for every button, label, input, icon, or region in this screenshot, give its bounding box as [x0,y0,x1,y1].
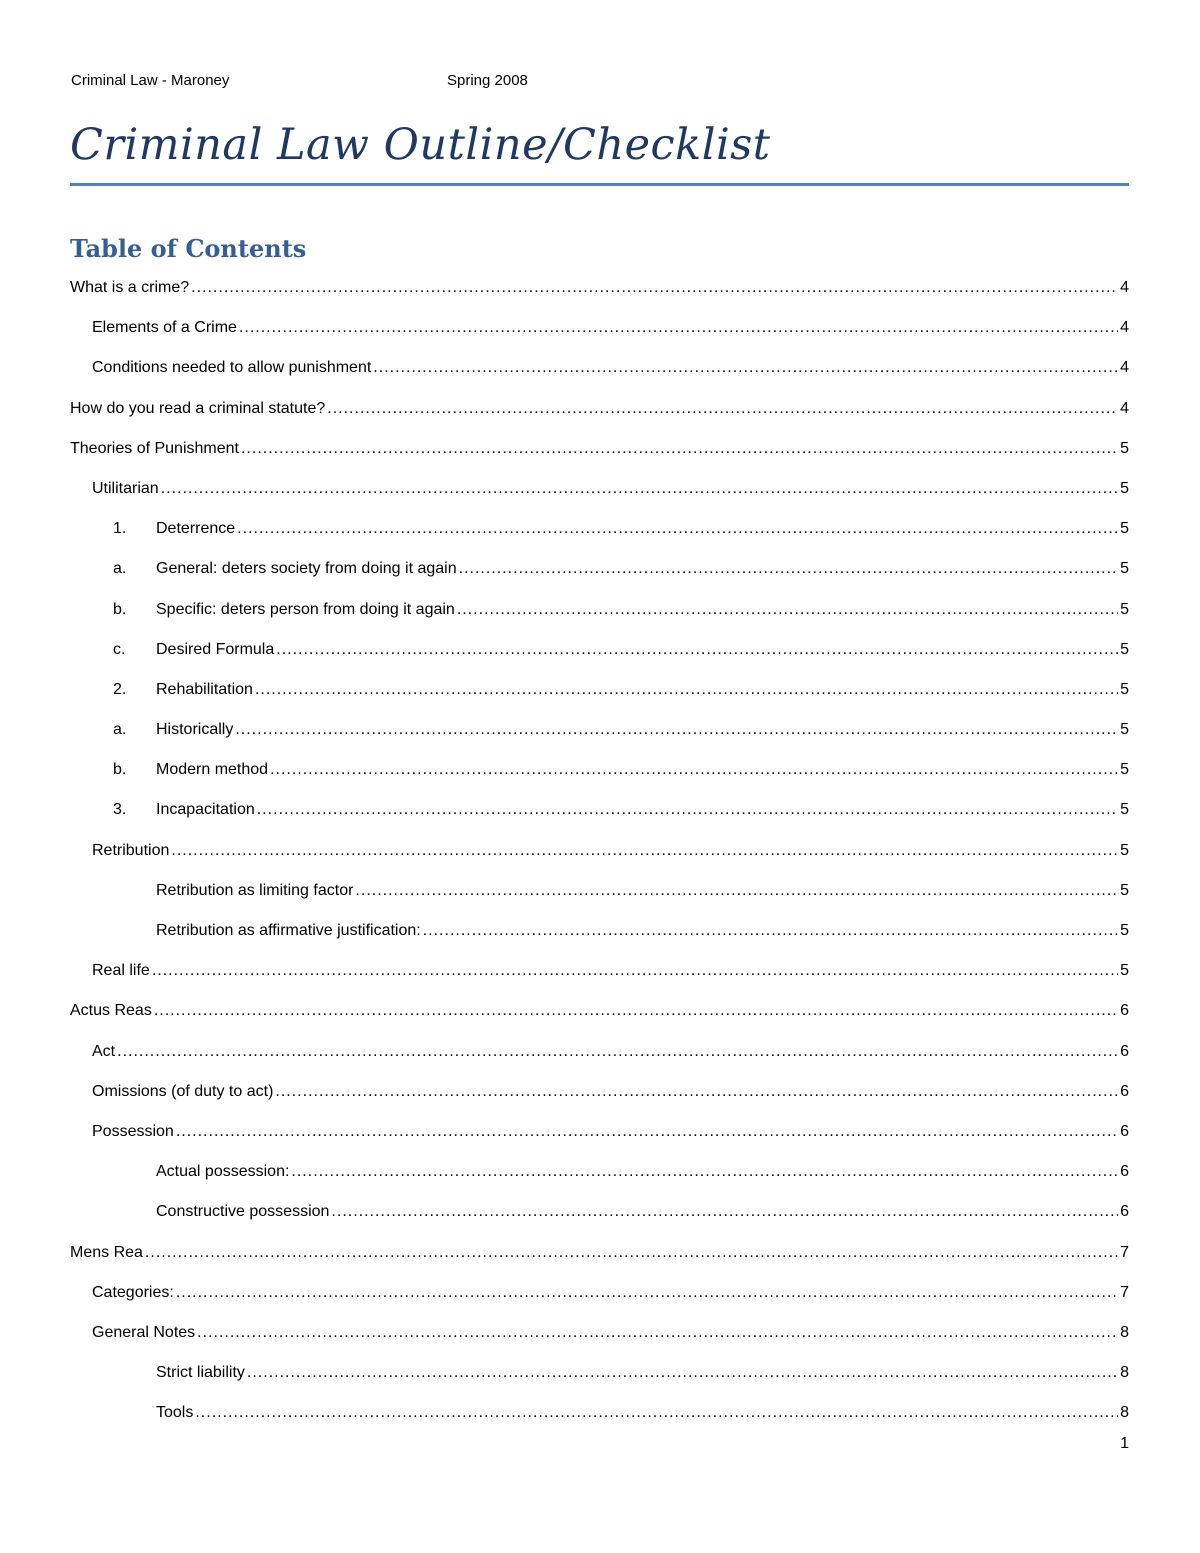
toc-entry-label: Omissions (of duty to act) [92,1082,274,1100]
toc-entry-page-number: 5 [1120,922,1129,939]
toc-dot-leader [237,509,1118,549]
toc-dot-leader [176,1112,1118,1152]
toc-entry[interactable] [70,1072,1129,1112]
toc-entry[interactable] [70,268,1129,308]
toc-entry-page-number: 7 [1120,1243,1129,1261]
toc-entry-label: Retribution [92,841,170,859]
toc-entry-page-number: 6 [1120,1082,1129,1100]
toc-entry-page-number: 5 [1120,962,1129,980]
toc-dot-leader [152,951,1118,991]
toc-entry-label: General Notes [92,1323,196,1341]
toc-dot-leader [275,1072,1118,1112]
toc-dot-leader [239,308,1118,348]
toc-entry-label: Actus Reas [70,1002,152,1020]
toc-entry-page-number: 8 [1120,1404,1129,1422]
toc-entry-page-number: 4 [1120,359,1129,377]
toc-entry[interactable] [70,1032,1129,1072]
toc-dot-leader [176,1273,1118,1313]
toc-entry-page-number: 5 [1120,560,1129,578]
toc-entry-label: Actual possession: [156,1163,290,1181]
toc-entry-label: Utilitarian [92,479,159,497]
toc-entry-label: How do you read a criminal statute? [70,399,326,417]
toc-entry[interactable] [70,549,1129,589]
toc-entry-label: Retribution as limiting factor [156,881,354,899]
toc-dot-leader [255,670,1118,710]
toc-entry-label: Theories of Punishment [70,439,239,457]
toc-entry-marker: c. [113,640,126,658]
toc-entry-label: Modern method [156,761,269,779]
toc-dot-leader [276,630,1118,670]
toc-entry[interactable] [70,429,1129,469]
toc-entry-page-number: 5 [1120,520,1129,538]
toc-entry-label: Specific: deters person from doing it again [156,600,455,618]
toc-dot-leader [241,429,1118,469]
page-number: 1 [1120,1435,1129,1452]
toc-entry-page-number: 8 [1120,1364,1129,1382]
toc-dot-leader [191,268,1118,308]
toc-entry-label: Possession [92,1122,174,1140]
document-title: Criminal Law Outline/Checklist [70,120,771,170]
toc-entry[interactable] [70,790,1129,830]
toc-dot-leader [423,911,1118,951]
toc-entry-page-number: 6 [1120,1002,1129,1020]
toc-entry-page-number: 5 [1120,761,1129,779]
toc-entry-page-number: 5 [1120,841,1129,859]
toc-entry-label: Constructive possession [156,1203,330,1221]
toc-dot-leader [154,991,1118,1031]
table-of-contents [70,268,1129,1433]
toc-entry-page-number: 5 [1120,801,1129,819]
toc-entry-label: Rehabilitation [156,680,253,698]
toc-dot-leader [117,1032,1118,1072]
toc-entry-page-number: 5 [1120,439,1129,457]
toc-entry-marker: b. [113,761,127,779]
toc-entry[interactable] [70,670,1129,710]
toc-entry-label: Real life [92,962,150,980]
toc-entry-page-number: 5 [1120,479,1129,497]
toc-dot-leader [291,1152,1118,1192]
toc-dot-leader [247,1353,1118,1393]
toc-entry[interactable] [70,991,1129,1031]
toc-entry-label: Desired Formula [156,640,275,658]
toc-entry[interactable] [70,750,1129,790]
toc-entry-label: Historically [156,721,234,739]
toc-entry[interactable] [70,348,1129,388]
toc-dot-leader [197,1313,1118,1353]
toc-entry-page-number: 6 [1120,1163,1129,1181]
toc-dot-leader [171,831,1118,871]
toc-entry-page-number: 5 [1120,680,1129,698]
toc-dot-leader [459,549,1118,589]
toc-entry-label: Retribution as affirmative justification: [156,922,421,939]
toc-entry-label: Elements of a Crime [92,319,237,337]
toc-entry-page-number: 4 [1120,399,1129,417]
toc-entry[interactable] [70,469,1129,509]
toc-dot-leader [145,1233,1118,1273]
toc-entry[interactable] [70,1313,1129,1353]
toc-entry-label: Mens Rea [70,1243,143,1261]
toc-entry[interactable] [70,710,1129,750]
toc-entry[interactable] [70,509,1129,549]
toc-entry-marker: b. [113,600,127,618]
toc-entry[interactable] [70,308,1129,348]
toc-entry-page-number: 4 [1120,279,1129,296]
toc-dot-leader [331,1192,1118,1232]
header-course-title: Criminal Law - Maroney [71,72,230,89]
toc-dot-leader [257,790,1118,830]
toc-entry-label: Strict liability [156,1364,245,1382]
toc-entry[interactable] [70,911,1129,951]
toc-entry-label: What is a crime? [70,279,190,296]
toc-entry-page-number: 5 [1120,721,1129,739]
toc-entry-label: Categories: [92,1283,174,1301]
toc-entry-marker: a. [113,560,127,578]
toc-entry-marker: 1. [113,520,127,538]
toc-entry[interactable] [70,951,1129,991]
toc-entry[interactable] [70,1192,1129,1232]
toc-dot-leader [161,469,1118,509]
toc-heading: Table of Contents [70,234,307,263]
toc-entry[interactable] [70,1393,1129,1433]
toc-dot-leader [270,750,1118,790]
toc-entry[interactable] [70,630,1129,670]
toc-entry[interactable] [70,1273,1129,1313]
toc-dot-leader [355,871,1118,911]
toc-entry[interactable] [70,389,1129,429]
toc-entry[interactable] [70,1112,1129,1152]
toc-dot-leader [373,348,1118,388]
toc-entry-label: Deterrence [156,520,236,538]
toc-entry-page-number: 5 [1120,640,1129,658]
toc-entry-page-number: 5 [1120,881,1129,899]
toc-entry-marker: 3. [113,801,127,819]
toc-entry[interactable] [70,1233,1129,1273]
toc-entry-marker: a. [113,721,127,739]
toc-dot-leader [457,590,1118,630]
toc-entry[interactable] [70,1152,1129,1192]
toc-entry-page-number: 5 [1120,600,1129,618]
header-term: Spring 2008 [447,72,528,89]
toc-entry-page-number: 6 [1120,1042,1129,1060]
toc-entry-page-number: 8 [1120,1323,1129,1341]
toc-entry-label: Incapacitation [156,801,255,819]
toc-entry-page-number: 6 [1120,1203,1129,1221]
toc-entry-marker: 2. [113,680,127,698]
toc-entry-page-number: 7 [1120,1283,1129,1301]
toc-entry-page-number: 4 [1120,319,1129,337]
toc-entry[interactable] [70,1353,1129,1393]
title-underline-rule [70,183,1129,186]
toc-dot-leader [195,1393,1118,1433]
toc-entry-label: Act [92,1042,116,1060]
toc-dot-leader [327,389,1118,429]
toc-entry-page-number: 6 [1120,1122,1129,1140]
toc-entry-label: Conditions needed to allow punishment [92,359,372,377]
toc-entry[interactable] [70,590,1129,630]
toc-entry[interactable] [70,831,1129,871]
toc-dot-leader [235,710,1118,750]
toc-entry[interactable] [70,871,1129,911]
page-header [71,72,671,94]
toc-entry-label: Tools [156,1404,194,1422]
toc-entry-label: General: deters society from doing it again [156,560,457,578]
